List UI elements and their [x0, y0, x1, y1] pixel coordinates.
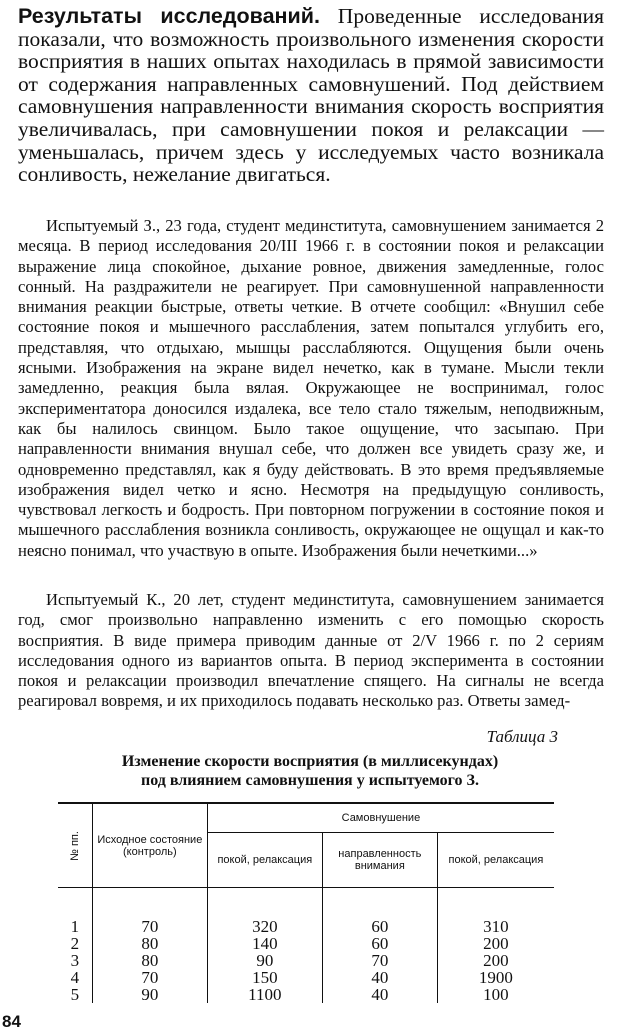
- header-rest-relaxation-1: покой, релаксация: [207, 833, 322, 888]
- table-cell: 4: [58, 969, 92, 986]
- table-cell: 70: [92, 969, 207, 986]
- header-number: № пп.: [58, 803, 92, 888]
- subject-k-paragraph: Испытуемый К., 20 лет, студент мединститута, самовнушением занимается год, смог произвольно направленно изменить с его помощью скорость восприятия. В виде примера приводим данные от 2/V 1966 г. по 2 сериям исследования одного из вариантов опыта. В период эксперимента в состоянии покоя и релаксации производил впечатление спящего. На сигналы не всегда реагировал вовремя, и их приходилось подавать несколько раз. Ответы замед-: [18, 590, 604, 711]
- subject-z-paragraph: Испытуемый З., 23 года, студент мединститута, самовнушением занимается 2 месяца. В период исследования 20/III 1966 г. в состоянии покоя и релаксации выражение лица спокойное, дыхание ровное, движения замедленные, голос сонный. На раздражители не реагирует. При самовнушенной направленности внимания реакции быстрые, ответы четкие. В отчете сообщил: «Внушил себе состояние покоя и мышечного расслабления, затем попытался углубить его, представляя, что отдыхаю, мышцы расслабляются. Ощущения были очень ясными. Изображения на экране видел нечетко, как в тумане. Мысли текли замедленно, реакция была вялая. Окружающее не воспринимал, голос экспериментатора доносился издалека, все тело стало тяжелым, неподвижным, как бы налилось свинцом. Было такое ощущение, что засыпаю. При направленности внимания внушал себе, что должен все увидеть сразу же, и одновременно представлял, как я буду действовать. В это время предъявляемые изображения видел четко и ясно. Несмотря на предыдущую сонливость, чувствовал легкость и бодрость. При повторном погружении в состояние покоя и мышечного расслабления возникла сонливость, окружающее не ощущал и как-то неясно понимал, что участвую в опыте. Изображения были нечеткими...»: [18, 216, 604, 560]
- table-cell: 80: [92, 935, 207, 952]
- page-number: 84: [2, 1012, 21, 1031]
- header-self-suggestion: Самовнушение: [207, 803, 554, 833]
- table-cell: 60: [322, 888, 437, 936]
- table-label: Таблица 3: [486, 727, 558, 746]
- table-cell: 200: [483, 934, 509, 953]
- table-cell: 1: [58, 888, 92, 936]
- header-rest-relaxation-2: покой, релаксация: [437, 833, 554, 888]
- table-row: [58, 969, 554, 986]
- header-baseline: Исходное состояние (контроль): [92, 803, 207, 888]
- table-cell: 320: [207, 888, 322, 936]
- table-cell: 100: [483, 985, 509, 1004]
- results-heading: Результаты исследований.: [18, 4, 320, 28]
- header-directed-attention: направленность внимания: [322, 833, 437, 888]
- table-cell: 310: [483, 917, 509, 936]
- table-row: [58, 986, 554, 1003]
- table-cell: 5: [58, 986, 92, 1003]
- table-cell: 2: [58, 935, 92, 952]
- table-cell: 90: [207, 952, 322, 969]
- table-cell: 40: [322, 986, 437, 1003]
- table-cell: 3: [58, 952, 92, 969]
- table-cell: 1900: [478, 968, 513, 987]
- table-row: [58, 952, 554, 969]
- table-cell: 150: [207, 969, 322, 986]
- results-text: Проведенные исследования показали, что возможность произвольного изменения скорости восприятия в наших опытах находилась в прямой зависимости от содержания направленных самовнушений. Под действием самовнушения направленности внимания скорость восприятия увеличивалась, при самовнушении покоя и релаксации — уменьшалась, причем здесь у исследуемых часто возникала сонливость, нежелание двигаться.: [18, 4, 605, 187]
- table-cell: 1100: [207, 986, 322, 1003]
- table-cell: 140: [207, 935, 322, 952]
- table-row: [58, 935, 554, 952]
- results-paragraph: [18, 5, 604, 186]
- table-cell: 70: [322, 952, 437, 969]
- table-title: [40, 752, 580, 790]
- table-body: [58, 888, 554, 1004]
- perception-speed-table: [58, 802, 554, 1003]
- table-cell: 200: [483, 951, 509, 970]
- table-title-line-2: под влиянием самовнушения у испытуемого З.: [140, 772, 479, 789]
- table-cell: 90: [92, 986, 207, 1003]
- table-title-line-1: Изменение скорости восприятия (в миллисекундах): [121, 753, 499, 770]
- table-cell: 80: [92, 952, 207, 969]
- table-cell: 70: [92, 888, 207, 936]
- table-cell: 40: [322, 969, 437, 986]
- table-row: [58, 888, 554, 936]
- table-cell: 60: [322, 935, 437, 952]
